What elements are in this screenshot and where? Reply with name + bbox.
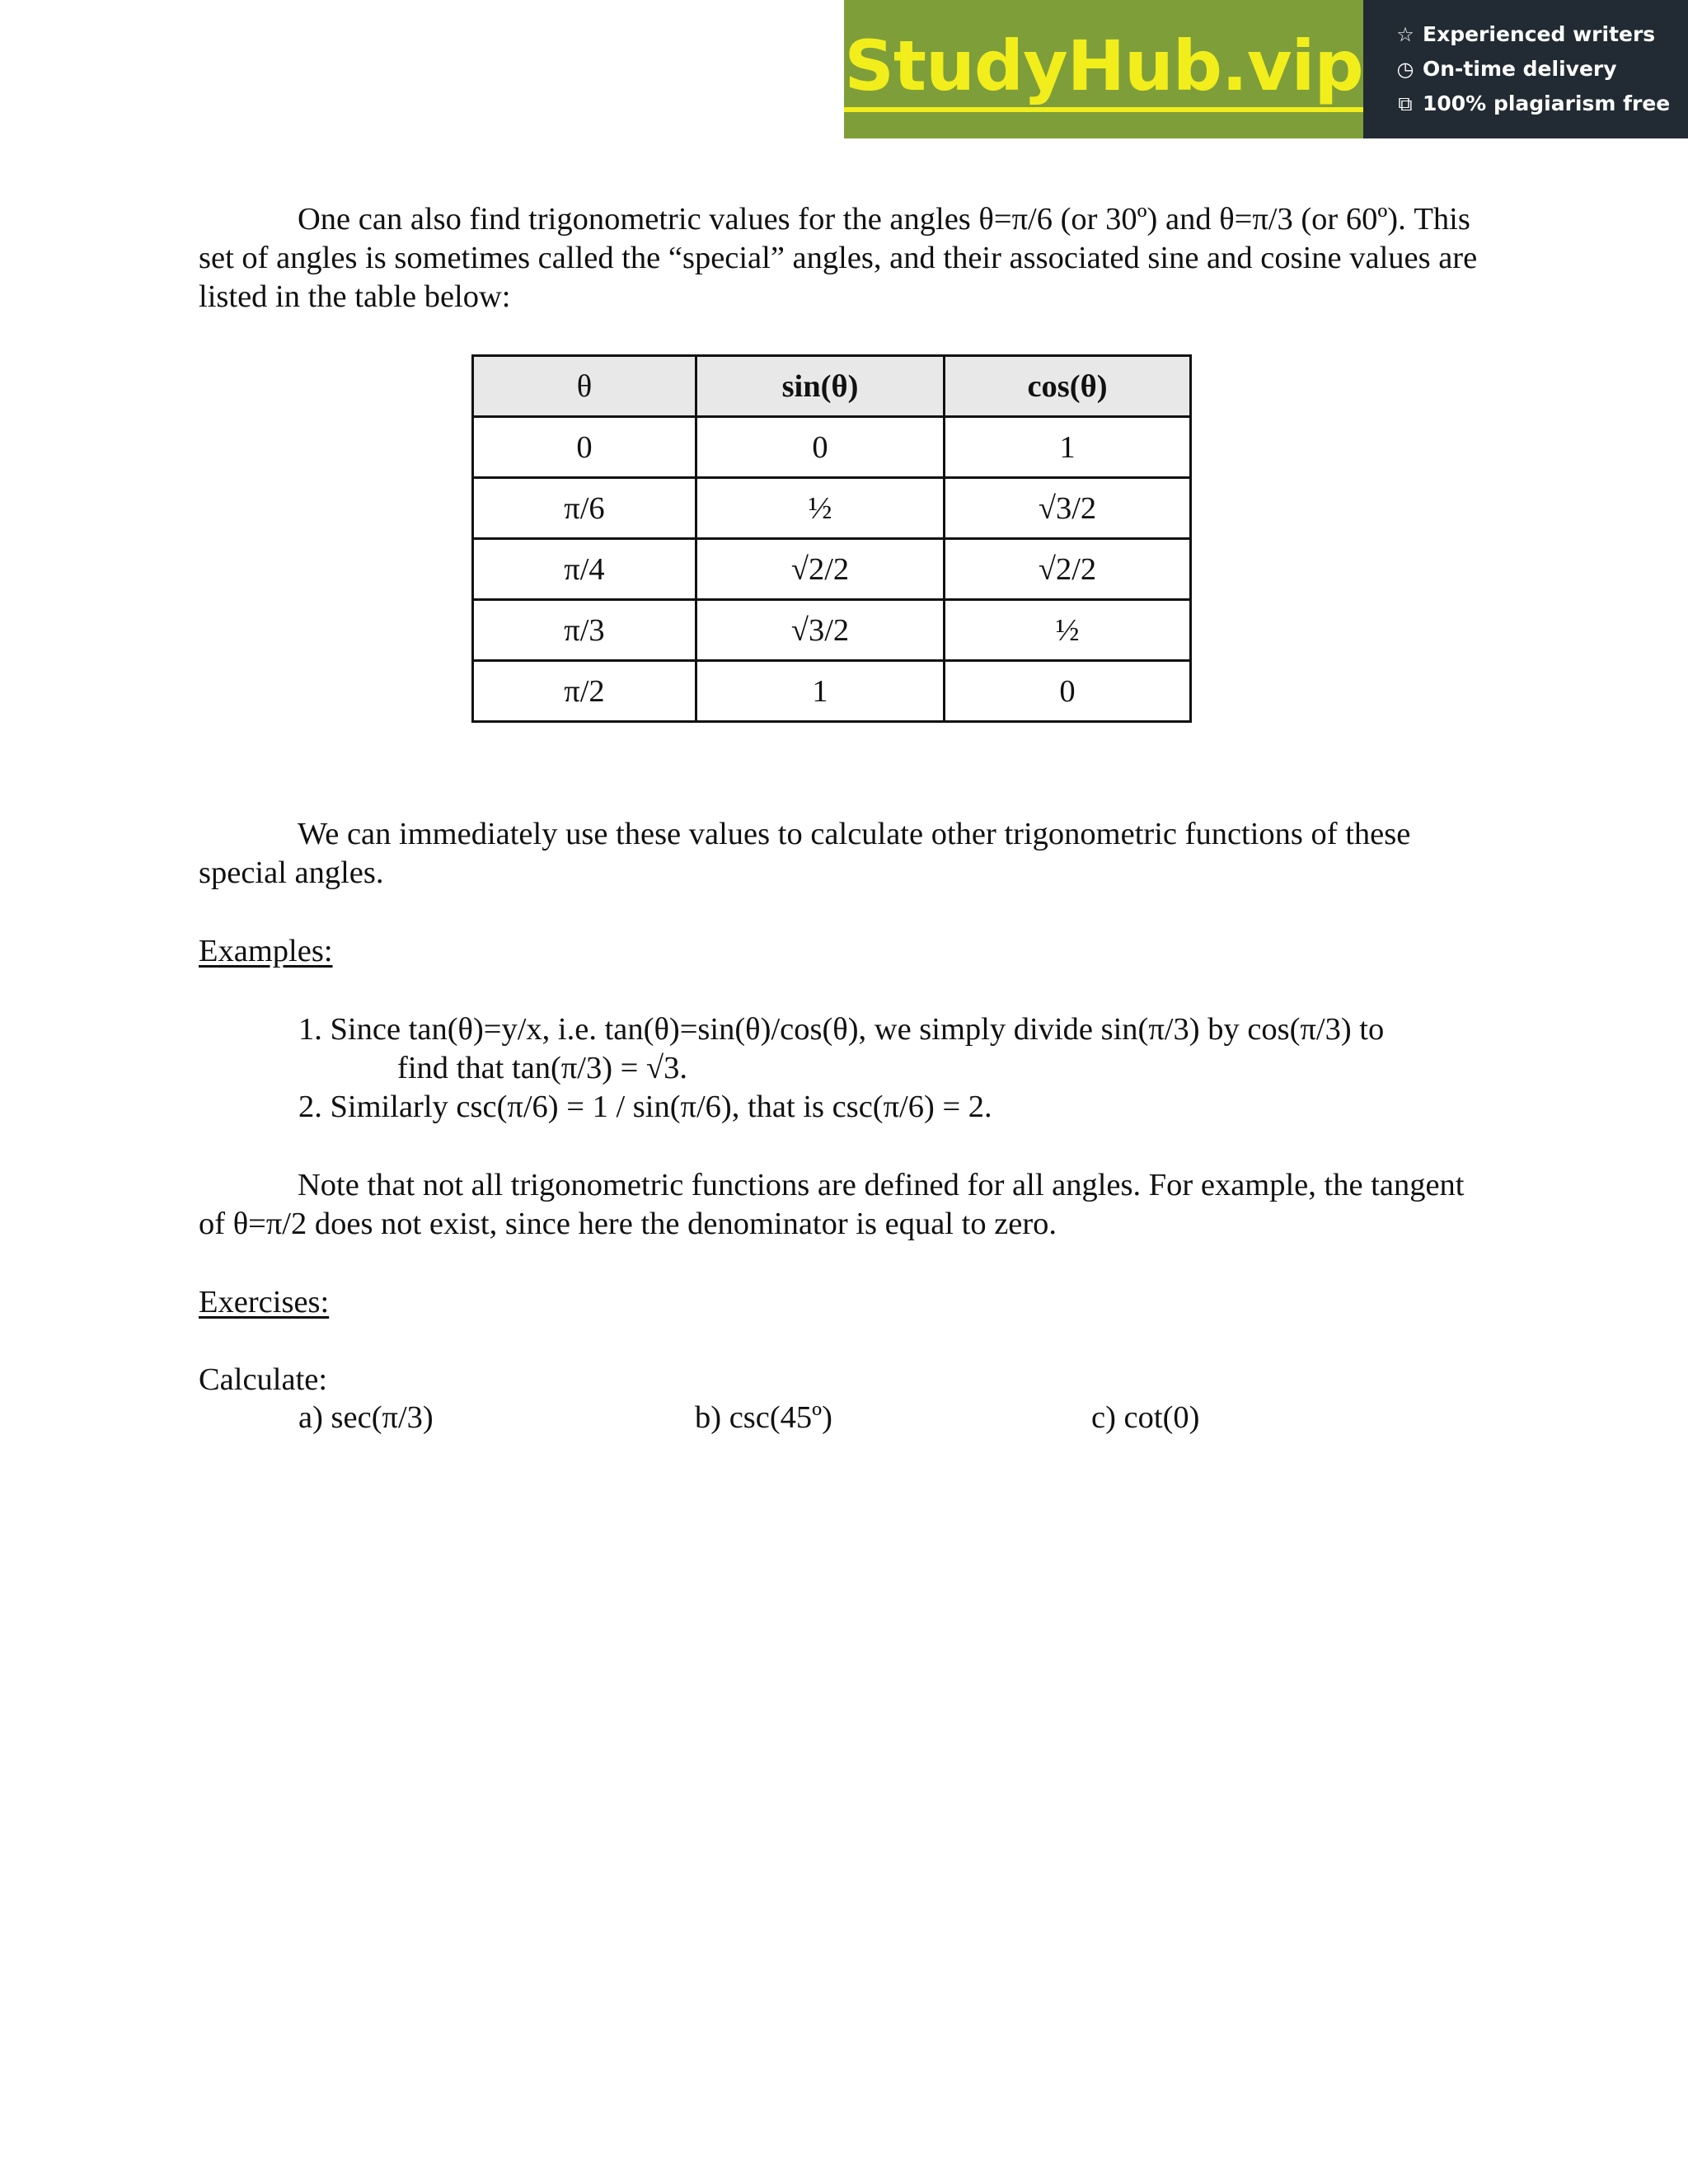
- exercise-a: a) sec(π/3): [298, 1400, 434, 1435]
- brand-logo: [844, 0, 1363, 138]
- studyhub-banner: [844, 0, 1688, 138]
- feature-list: [1363, 0, 1688, 138]
- feature-plagiarism-free: ⧉ 100% plagiarism free: [1395, 90, 1688, 118]
- calculate-label: Calculate:: [199, 1362, 328, 1397]
- special-angles-table: [471, 354, 1192, 723]
- table-row: 0 0 1: [473, 417, 1191, 478]
- intro-paragraph: One can also find trigonometric values for the angles θ=π/6 (or 30º) and θ=π/3 (or 60º). This set of angles is sometimes called the “special” angles, and their associated sine and cosine values are listed in the table below:: [199, 202, 1478, 314]
- after-table-paragraph: We can immediately use these values to calculate other trigonometric functions of these special angles.: [199, 817, 1411, 890]
- exercise-b: b) csc(45º): [695, 1400, 832, 1435]
- example-1: 1. Since tan(θ)=y/x, i.e. tan(θ)=sin(θ)/cos(θ), we simply divide sin(π/3) by cos(π/3) to find that tan(π/3) = √3.: [298, 1012, 1385, 1085]
- header-theta: θ: [473, 356, 696, 417]
- note-paragraph: Note that not all trigonometric functions are defined for all angles. For example, the tangent of θ=π/2 does not exist, since here the denominator is equal to zero.: [199, 1168, 1465, 1241]
- table-row: π/4 √2/2 √2/2: [473, 539, 1191, 600]
- feature-on-time-delivery: ◷ On-time delivery: [1395, 55, 1688, 83]
- brand-name: StudyHub.vip: [844, 26, 1362, 112]
- exercise-c: c) cot(0): [1091, 1400, 1200, 1435]
- table-row: π/3 √3/2 ½: [473, 600, 1191, 661]
- copy-document-icon: ⧉: [1398, 92, 1413, 115]
- exercises-heading: Exercises:: [199, 1285, 330, 1319]
- header-cos: cos(θ): [945, 356, 1191, 417]
- star-outline-icon: ☆: [1396, 23, 1414, 46]
- clock-icon: ◷: [1396, 58, 1414, 81]
- example-2: 2. Similarly csc(π/6) = 1 / sin(π/6), that is csc(π/6) = 2.: [298, 1090, 992, 1124]
- examples-heading: Examples:: [199, 934, 333, 968]
- feature-experienced-writers: ☆ Experienced writers: [1395, 21, 1688, 49]
- table-row: π/6 ½ √3/2: [473, 478, 1191, 539]
- table-header-row: [473, 356, 1191, 417]
- table-row: π/2 1 0: [473, 661, 1191, 722]
- header-sin: sin(θ): [696, 356, 945, 417]
